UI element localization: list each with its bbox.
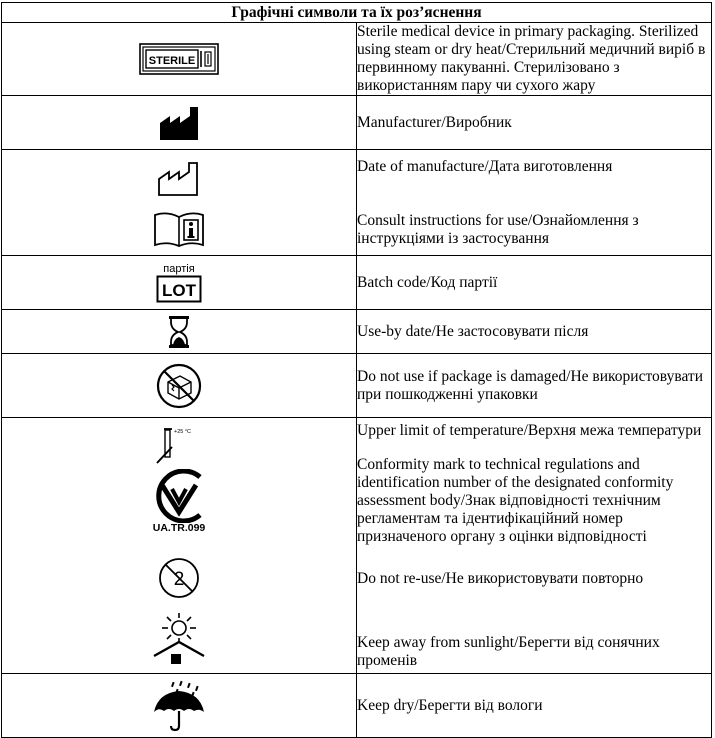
svg-text:LOT: LOT: [162, 280, 196, 300]
keep-dry-icon: [150, 680, 208, 732]
table-title: Графічні символи та їх роз’яснення: [2, 3, 712, 23]
row-description: Consult instructions for use/Ознайомлення з інструкціями із застосування: [357, 211, 639, 247]
table-row: [2, 96, 712, 150]
table-row: [2, 256, 712, 310]
table-row: [2, 418, 712, 674]
table-row: [2, 354, 712, 418]
row-description: Use-by date/Не застосовувати після: [357, 310, 712, 354]
svg-text:STERILE: STERILE: [148, 55, 196, 67]
table-row: [2, 23, 712, 96]
do-not-use-if-damaged-icon: [155, 362, 203, 410]
row-description: Batch code/Код партії: [357, 256, 712, 310]
consult-instructions-icon: [153, 211, 205, 247]
table-row: [2, 150, 712, 256]
row-description: Keep dry/Берегти від вологи: [357, 674, 712, 738]
table-row: [2, 674, 712, 738]
row-description: Conformity mark to technical regulations and identification number of the designated conformity assessment body/Знак відповідності технічним регламентам та ідентифікаційний номер призначеного органу з оцінки відповідності: [357, 455, 674, 545]
row-description: Do not use if package is damaged/Не використовувати при пошкодженні упаковки: [357, 354, 712, 418]
row-description: Sterile medical device in primary packaging. Sterilized using steam or dry heat/Стерильний медичний виріб в первинному пакуванні. Стерилізовано з використанням пару чи сухого жару: [357, 23, 712, 96]
row-description: Date of manufacture/Дата виготовлення: [357, 157, 613, 175]
ua-mark-symbol: [148, 469, 210, 523]
symbols-table: [1, 2, 712, 738]
sterile-steam-icon: [139, 43, 219, 75]
svg-text:2: 2: [173, 569, 185, 590]
row-description: Manufacturer/Виробник: [357, 96, 712, 150]
row-description: Keep away from sunlight/Берегти від сонячних променів: [357, 633, 660, 669]
lot-box-icon: [156, 275, 202, 303]
table-header-row: [2, 3, 712, 23]
upper-temperature-limit-icon: [151, 425, 207, 465]
keep-away-from-sunlight-icon: [150, 612, 208, 666]
table-row: [2, 310, 712, 354]
lot-caption: партія: [163, 262, 195, 275]
ua-mark-label: UA.TR.099: [152, 522, 206, 534]
do-not-reuse-icon: [157, 556, 201, 600]
lot-icon: [2, 263, 356, 303]
ua-conformity-mark-icon: [2, 469, 356, 534]
manufacturer-icon: [158, 105, 200, 141]
date-of-manufacture-icon: [157, 159, 201, 197]
use-by-date-icon: [168, 315, 190, 349]
row-description: Upper limit of temperature/Верхня межа температури: [357, 421, 702, 439]
row-description: Do not re-use/Не використовувати повторно: [357, 569, 644, 587]
svg-text:+25 °C: +25 °C: [174, 429, 192, 435]
